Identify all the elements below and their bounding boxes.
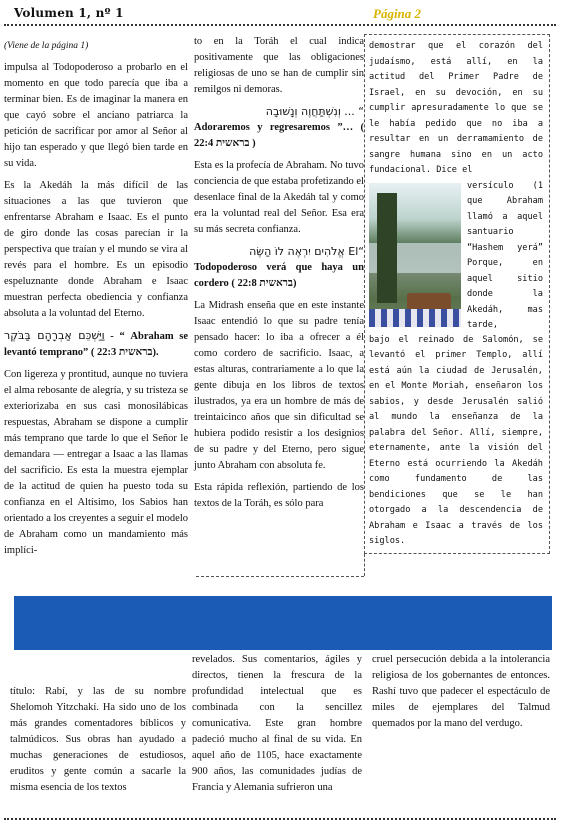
paragraph: impulsa al Todopoderoso a probarlo en el momento en que todo parecía que iba a terminar bien. Es de imaginar la manera en que cayó sobre el anciano patriarca la petición de sacrificar por amor al Señor al hijo tan esperado y que llegó bien tarde en su vida. bbox=[4, 62, 188, 169]
hebrew-quote: “ ... וְנִשְׁתַּחֲוֶה וְנָשׁוּבָה bbox=[265, 105, 364, 118]
quote-translation: Adoraremos y regresaremos ”… ( בראשית 22:4 ) bbox=[194, 122, 364, 149]
paragraph: Es la Akedáh la más difícil de las situaciones a las que tuvieron que enfrentarse Abraham e Isaac. Es el punto de giro donde las cosas parecían ir la perspectiva que traían y el mundo se vira al revés para el hombre. Es un episodio espeluznante donde Abraham e Isaac muestran perfecta obediencia y confianza absoluta a la voluntad del Eterno. bbox=[4, 180, 188, 319]
top-divider bbox=[4, 24, 556, 26]
bottom-column-3: cruel persecución debida a la intolerancia religiosa de los gobernantes de entonces. Rashí tuvo que padecer el espectáculo de miles de ejemplares del Talmud quemados por la mano del verdugo. bbox=[372, 654, 550, 729]
paragraph: Esta rápida reflexión, partiendo de los textos de la Toráh, es sólo para bbox=[194, 482, 364, 509]
bottom-column-1: título: Rabí, y las de su nombre Shelomoh Yitzchakí. Ha sido uno de los más grandes comentadores bíblicos y talmúdicos. Sus obras han ayudado a muchas generaciones de estudiosos, eruditos y gente común a sacarle la misma esencia de los textos bbox=[10, 686, 186, 793]
column-1 bbox=[4, 38, 188, 565]
sidebar-box bbox=[364, 34, 550, 554]
paragraph: Con ligereza y prontitud, aunque no tuviera el alma rebosante de alegría, y su tristeza se exteriorizaba en sus casi monosilábicas respuestas, Abraham se dispone a cumplir más temprano que tarde lo que el Señor le demandara — entregar a Isaac a las llamas del sacrificio. Es esta la muestra ejemplar de la actitud de quien ha puesto toda su confianza en el Altísimo, los Sabios han orientado a los creyentes a seguir el modelo de Abraham como un mandamiento más implíci- bbox=[4, 369, 188, 556]
paragraph: to en la Toráh el cual indica positivamente que las obligaciones religiosas de uno se han de cumplir sin remilgos ni demoras. bbox=[194, 36, 364, 95]
blue-banner bbox=[14, 596, 552, 650]
tree-shape bbox=[377, 193, 397, 303]
quote-translation: Todopoderoso verá que haya un cordero ( בראשית 22:8) bbox=[194, 262, 364, 289]
picnic-cloth-shape bbox=[369, 309, 461, 327]
box-text-top: demostrar que el corazón del judaísmo, está allí, en la actitud del Primer Padre de Israel, en su devoción, en su cumplir apresuradamente lo que se le había pedido que no iba a resultar en un derramamiento de sangre humana sino en un acto fundacional. Dice el bbox=[369, 41, 543, 175]
continued-note: (Viene de la página 1) bbox=[4, 41, 89, 51]
bottom-divider bbox=[4, 818, 556, 820]
page-label: Página 2 bbox=[373, 6, 422, 21]
quote-translation: - “ Abraham se levantó temprano” ( בראשית 22:3). bbox=[4, 331, 188, 358]
column-2 bbox=[194, 34, 364, 518]
scripture-quote bbox=[4, 328, 188, 361]
scripture-quote bbox=[194, 104, 364, 152]
landscape-photo bbox=[369, 183, 461, 327]
box-text-side: versículo (1 que Abraham llamó a aquel santuario “Hashem yerá” Porque, en aquel sitio donde la Akedáh, mas tarde, bbox=[467, 180, 543, 330]
bottom-column-2: revelados. Sus comentarios, ágiles y directos, tienen la frescura de la profundidad intelectual que es combinada con la sencillez comunicativa. Este gran hombre padeció mucho al final de su vida. En aquel año de 1105, hace exactamente 900 años, las comunidades judías de Francia y Alemania sufrieron una bbox=[192, 654, 362, 793]
dashed-connector bbox=[196, 576, 364, 577]
box-text-bottom: bajo el reinado de Salomón, se levantó el primer Templo, allí está aún la ciudad de Jerusalén, en el Monte Moriah, enseñaron los sabios, y desde Jerusalén salió al mundo la enseñanza de la palabra del Señor. Allí, siempre, eternamente, ante la visión del Eterno está ocurriendo la Akedáh como fundamento de las bendiciones que se le han otorgado a la descendencia de Abraham e Isaac a través de los siglos. bbox=[369, 334, 543, 546]
hebrew-quote: וַיַּשְׁכֵּם אַבְרָהָם בַּבֹּקֶר bbox=[4, 329, 105, 342]
hebrew-quote: “El אֱלֹהִים יִרְאֶה לוֹ הַשֶּׂה bbox=[249, 245, 364, 258]
paragraph: Esta es la profecía de Abraham. No tuvo conciencia de que estaba profetizando el desenlace final de la Akedáh tal y como era la voluntad real del Señor. Esa era su más secreta confianza. bbox=[194, 160, 364, 235]
scripture-quote bbox=[194, 244, 364, 292]
paragraph: La Midrash enseña que en este instante Isaac entendió lo que su padre tenía pensado hacer: lo iba a ofrecer a él como cordero de sacrificio. Isaac, a estas alturas, contrariamente a lo que la gente dibuja en los libros de textos ilustrados, ya era un hombre de más de treintaicinco años que sin dificultad se hubiera podido resistir a los designios de su padre y del Eterno, pero sigue junto Abraham con absoluta fe. bbox=[194, 300, 364, 471]
volume-label: Volumen 1, nº 1 bbox=[14, 6, 124, 20]
dashed-connector bbox=[364, 554, 365, 576]
